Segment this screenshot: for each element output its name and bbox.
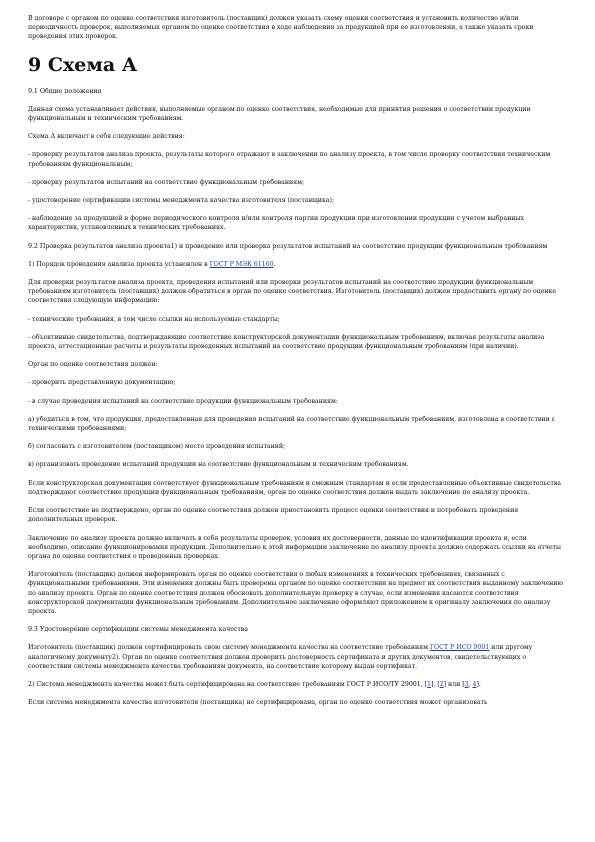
footnote-text: 1) Порядок проведения анализа проекта установлен в [28,260,210,268]
list-item: - наблюдение за продукцией в форме периодического контроля и/или контроля партии продукции при изготовлении продукции с учетом выбранных характеристик, установленных в технических требованиях. [28,215,524,232]
paragraph: Если система менеджмента качества изготовителя (поставщика) не сертифицирована, орган по оценке соответствия может организовать [28,699,488,707]
section-heading: 9 Схема А [28,53,138,76]
list-item: - удостоверение сертификации системы менеджмента качества изготовителя (поставщика); [28,197,335,205]
footnote-text: ] или [ [443,680,465,688]
list-item: б) согласовать с изготовителем (поставщиком) место проведения испытаний; [28,443,286,451]
reference-link[interactable]: 1 [427,680,431,688]
paragraph-text: Изготовитель (поставщик) должен сертифицировать свою систему менеджмента качества на соответствие требованиям [28,644,430,652]
paragraph: Если соответствие не подтверждено, орган по оценке соответствия должен приостановить процесс оценки соответствия и потребовать проведения дополнительных проверок. [28,507,519,524]
paragraph: Заключение по анализу проекта должно включать в себя результаты проверок, условия их достоверности, данные по идентификации проекта и, если необходимо, описание функционирования продукции. Дополнительно к этой информации заключение по анализу проекта должно содержать ссылки на отчеты органа по оценке соответствия о проведенных проверках. [28,534,562,560]
list-item: - проверку результатов испытаний на соответствие функциональным требованиям; [28,178,305,186]
list-item: - проверить представленную документацию; [28,379,176,387]
list-item: в) организовать проведение испытаний продукции на соответствие функциональным и техническим требованиям. [28,461,409,469]
paragraph [28,643,565,671]
subsection-title-9-2: 9.2 Проверка результатов анализа проекта1) и проведение или проверка результатов испытаний на соответствие продукции функциональным требованиям [28,242,548,250]
paragraph: Орган по оценке соответствия должен: [28,361,158,369]
standard-link[interactable]: ГОСТ Р МЭК 61160 [209,260,274,268]
reference-link[interactable]: 4 [472,680,477,688]
list-item: - объективные свидетельства, подтверждающие соответствие конструкторской документации функциональным требованиям, включая результаты анализа проекта, аттестационные расчеты и результаты проведенных испытаний на соответствие продукции функциональным требованиям (при наличии). [28,333,545,351]
footnote-2 [28,680,565,689]
footnote-text: ], [ [430,680,440,688]
footnote-text: ]. [476,680,481,688]
list-item: - проверку результатов анализа проекта, результаты которого отражают в заключении по анализу проекта, в том числе проверку соответствия техническим требованиям функциональным; [28,151,551,168]
list-item: а) убедиться в том, что продукция, предоставленная для проведения испытаний на соответствие функциональным требованиям, изготовлена в соответствии с техническими требованиями; [28,415,556,433]
paragraph: Изготовитель (поставщик) должен информировать орган по оценке соответствия о любых изменениях в технических требованиях, связанных с функциональными требованиями. Эти изменения должны быть проверены органом по оценке соответствия на предмет их соответствия выданному заключению по анализу проекта. Орган по оценке соответствия должен обосновать дополнительную проверку в случае, если изменения касаются соответствия конструкторской документации функциональным требованиям. Дополнительное заключение оформляют приложением к оригиналу заключения по анализу проекта. [28,571,563,615]
subsection-title-9-1: 9.1 Общие положения [28,87,102,95]
paragraph: Данная схема устанавливает действия, выполняемые органом по оценке соответствия, необходимые для принятия решения о соответствии продукции функциональным и техническим требованиям. [28,105,531,123]
standard-link[interactable]: ГОСТ Р ИСО 9001 [429,644,490,652]
intro-paragraph: В договоре с органом по оценке соответствия изготовитель (поставщик) должен указать схему оценки соответствия и установить количество и/или периодичность проверок, выполняемых органом по оценке соответствия в ходе наблюдения за продукцией при ее изготовлении, а также указать сроки проведения этих проверок. [28,15,534,41]
footnote-text: , [468,680,473,688]
footnote-text: . [273,260,276,268]
list-item: - технические требования, в том числе ссылки на используемые стандарты; [28,315,280,323]
list-item: - в случае проведения испытаний на соответствие продукции функциональным требованиям: [28,397,338,405]
reference-link[interactable]: 3 [464,680,469,688]
paragraph: Для проверки результатов анализа проекта, проведения испытаний или проверки результатов испытаний на соответствие продукции функциональным требованиям изготовитель (поставщик) должен обратиться в орган по оценке соответствия. Изготовитель (поставщик) должен предоставить органу по оценке соответствия следующую информацию: [28,279,557,305]
paragraph: Если конструкторская документация соответствует функциональным требованиям и смежным стандартам и если предоставленные объективные свидетельства подтверждают соответствие продукции функциональным требованиям, орган по оценке соответствия должен выдать заключение по анализу проекта. [28,479,561,496]
footnote-1 [28,260,565,269]
reference-link[interactable]: 2 [439,680,444,688]
paragraph-text: или другому аналогичному документу2). Орган по оценке соответствия должен проверить достоверность сертификата и других документов, свидетельствующих о соответствии системы менеджмента качества требованиям документа, на соответствие которому выдан сертификат. [28,644,533,670]
subsection-title-9-3: 9.3 Удостоверение сертификации системы менеджмента качества [28,626,248,634]
paragraph: Схема А включает в себя следующие действия: [28,133,185,141]
footnote-text: 2) Система менеджмента качества может быть сертифицирована на соответствие требованиям ГОСТ Р ИСО/ТУ 29001, [ [28,680,428,688]
